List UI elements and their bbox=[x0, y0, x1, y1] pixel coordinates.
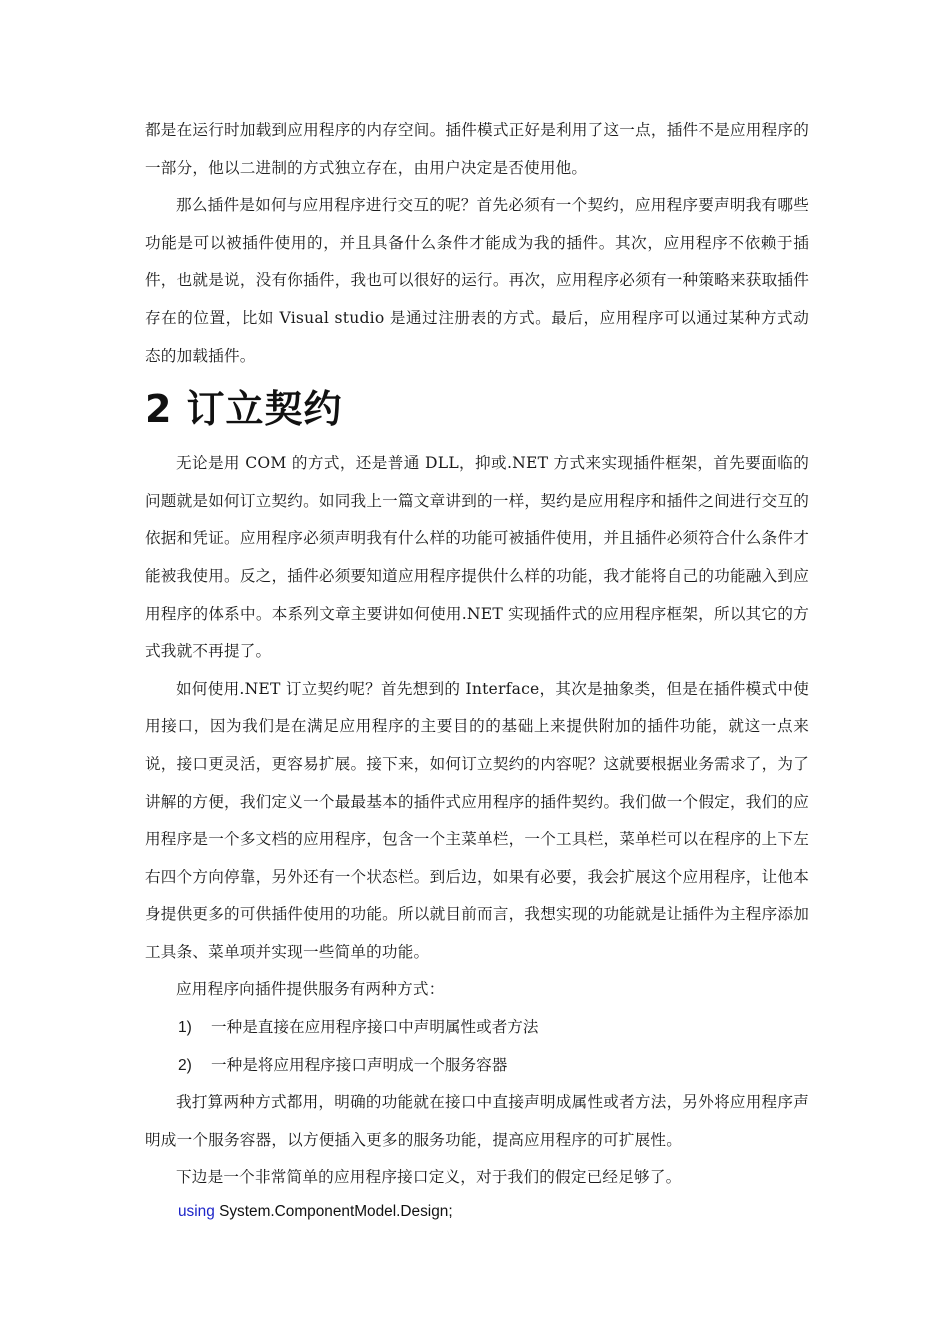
list-item-number: 1) bbox=[178, 1019, 192, 1037]
body-paragraph-3: 应用程序向插件提供服务有两种方式： bbox=[176, 980, 445, 999]
section-title: 订立契约 bbox=[186, 387, 343, 432]
code-namespace: System.ComponentModel.Design; bbox=[214, 1203, 453, 1221]
document-page bbox=[145, 112, 809, 1227]
list-item-number: 2) bbox=[178, 1056, 192, 1074]
section-number: 2 bbox=[145, 387, 173, 432]
list-item-text: 一种是将应用程序接口声明成一个服务容器 bbox=[211, 1055, 508, 1074]
code-using-line bbox=[145, 1197, 809, 1227]
body-paragraph-5: 下边是一个非常简单的应用程序接口定义，对于我们的假定已经足够了。 bbox=[176, 1168, 682, 1187]
body-paragraph-2: 如何使用.NET 订立契约呢？首先想到的 Interface，其次是抽象类，但是在插件模式中使用接口，因为我们是在满足应用程序的主要目的的基础上来提供附加的插件功能，就这一点来说，接口更灵活，更容易扩展。接下来，如何订立契约的内容呢？这就要根据业务需求了，为了讲解的方便，我们定义一个最最基本的插件式应用程序的插件契约。我们做一个假定，我们的应用程序是一个多文档的应用程序，包含一个主菜单栏，一个工具栏，菜单栏可以在程序的上下左右四个方向停靠，另外还有一个状态栏。到后边，如果有必要，我会扩展这个应用程序，让他本身提供更多的可供插件使用的功能。所以就目前而言，我想实现的功能就是让插件为主程序添加工具条、菜单项并实现一些简单的功能。 bbox=[145, 679, 809, 961]
body-paragraph-1: 无论是用 COM 的方式，还是普通 DLL，抑或.NET 方式来实现插件框架，首先要面临的问题就是如何订立契约。如同我上一篇文章讲到的一样，契约是应用程序和插件之间进行交互的依据和凭证。应用程序必须声明我有什么样的功能可被插件使用，并且插件必须符合什么条件才能被我使用。反之，插件必须要知道应用程序提供什么样的功能，我才能将自己的功能融入到应用程序的体系中。本系列文章主要讲如何使用.NET 实现插件式的应用程序框架，所以其它的方式我就不再提了。 bbox=[145, 454, 809, 661]
list-item bbox=[145, 1009, 809, 1047]
intro-paragraph-1: 都是在运行时加载到应用程序的内存空间。插件模式正好是利用了这一点，插件不是应用程序的一部分，他以二进制的方式独立存在，由用户决定是否使用他。 bbox=[145, 121, 809, 177]
body-paragraph-4: 我打算两种方式都用，明确的功能就在接口中直接声明成属性或者方法，另外将应用程序声明成一个服务容器，以方便插入更多的服务功能，提高应用程序的可扩展性。 bbox=[145, 1093, 809, 1149]
list-item-text: 一种是直接在应用程序接口中声明属性或者方法 bbox=[211, 1018, 539, 1037]
intro-paragraph-2: 那么插件是如何与应用程序进行交互的呢？首先必须有一个契约，应用程序要声明我有哪些功能是可以被插件使用的，并且具备什么条件才能成为我的插件。其次，应用程序不依赖于插件，也就是说，没有你插件，我也可以很好的运行。再次，应用程序必须有一种策略来获取插件存在的位置，比如 Visual studio 是通过注册表的方式。最后，应用程序可以通过某种方式动态的加载插件。 bbox=[145, 196, 809, 365]
code-keyword: using bbox=[178, 1203, 215, 1221]
list-item bbox=[145, 1047, 809, 1085]
service-methods-list bbox=[145, 1009, 809, 1084]
section-heading bbox=[145, 379, 809, 439]
